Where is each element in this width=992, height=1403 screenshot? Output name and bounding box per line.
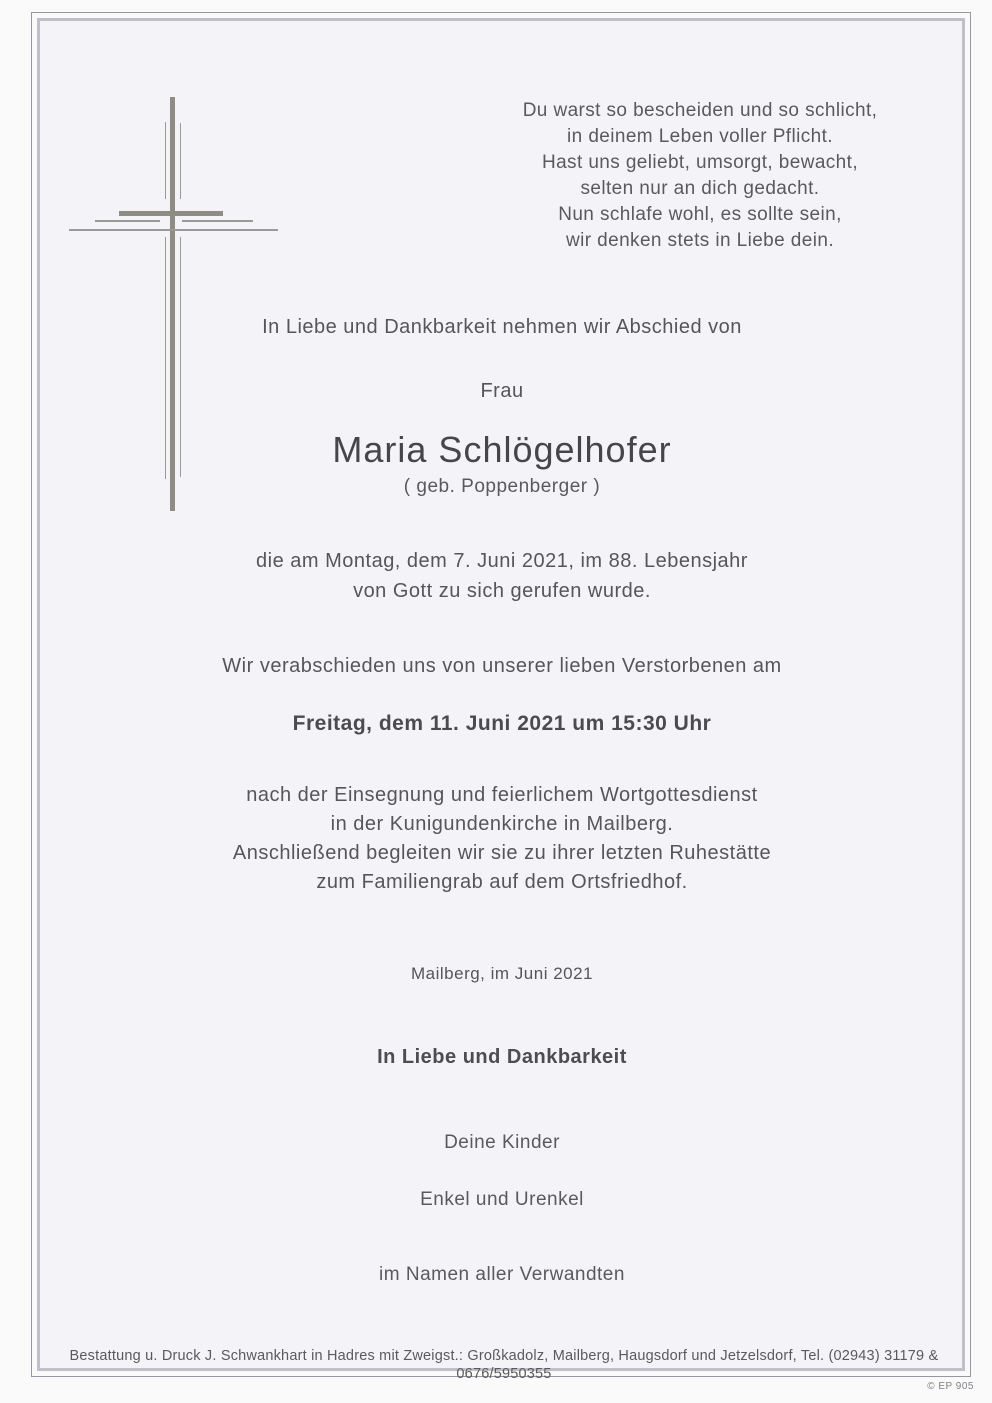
mourner-line: Enkel und Urenkel — [420, 1189, 584, 1210]
print-copyright: © EP 905 — [927, 1381, 974, 1392]
maiden-name: ( geb. Poppenberger ) — [403, 476, 601, 497]
poem-line: Hast uns geliebt, umsorgt, bewacht, — [541, 152, 859, 173]
death-line: die am Montag, dem 7. Juni 2021, im 88. Lebensjahr — [256, 550, 748, 572]
poem-line: Du warst so bescheiden und so schlicht, — [522, 100, 878, 121]
service-line: nach der Einsegnung und feierlichem Wortgottesdienst — [246, 784, 758, 806]
cross-thin-line — [165, 122, 167, 199]
mourner-line: Deine Kinder — [444, 1132, 560, 1153]
funeral-home-footer: Bestattung u. Druck J. Schwankhart in Hadres mit Zweigst.: Großkadolz, Mailberg, Haugsdorf und Jetzelsdorf, Tel. (02943) 31179 & 0676/5950355 — [69, 1348, 939, 1382]
funeral-datetime: Freitag, dem 11. Juni 2021 um 15:30 Uhr — [292, 712, 712, 735]
service-line: in der Kunigundenkirche in Mailberg. — [330, 813, 674, 835]
poem-line: in deinem Leben voller Pflicht. — [567, 126, 833, 147]
deceased-name: Maria Schlögelhofer — [332, 429, 672, 470]
closing-phrase: In Liebe und Dankbarkeit — [377, 1046, 627, 1068]
cross-thin-line — [180, 123, 182, 199]
death-line: von Gott zu sich gerufen wurde. — [353, 580, 651, 602]
cross-thin-line — [95, 220, 160, 222]
cross-thin-line — [69, 229, 278, 231]
poem-line: Nun schlafe wohl, es sollte sein, — [558, 204, 842, 225]
cross-horizontal-bar — [119, 211, 223, 216]
farewell-sentence: Wir verabschieden uns von unserer lieben Verstorbenen am — [222, 655, 782, 677]
service-line: zum Familiengrab auf dem Ortsfriedhof. — [316, 871, 688, 893]
cross-thin-line — [182, 220, 253, 222]
farewell-intro-line: In Liebe und Dankbarkeit nehmen wir Abschied von — [262, 316, 742, 338]
service-line: Anschließend begleiten wir sie zu ihrer letzten Ruhestätte — [232, 842, 772, 864]
service-details — [12, 781, 992, 897]
poem-line: wir denken stets in Liebe dein. — [566, 230, 834, 251]
mourner-line: im Namen aller Verwandten — [379, 1264, 625, 1285]
salutation: Frau — [480, 380, 524, 402]
place-and-date: Mailberg, im Juni 2021 — [410, 964, 594, 983]
poem-line: selten nur an dich gedacht. — [580, 178, 820, 199]
mourning-poem — [430, 98, 970, 254]
death-statement — [12, 546, 992, 606]
